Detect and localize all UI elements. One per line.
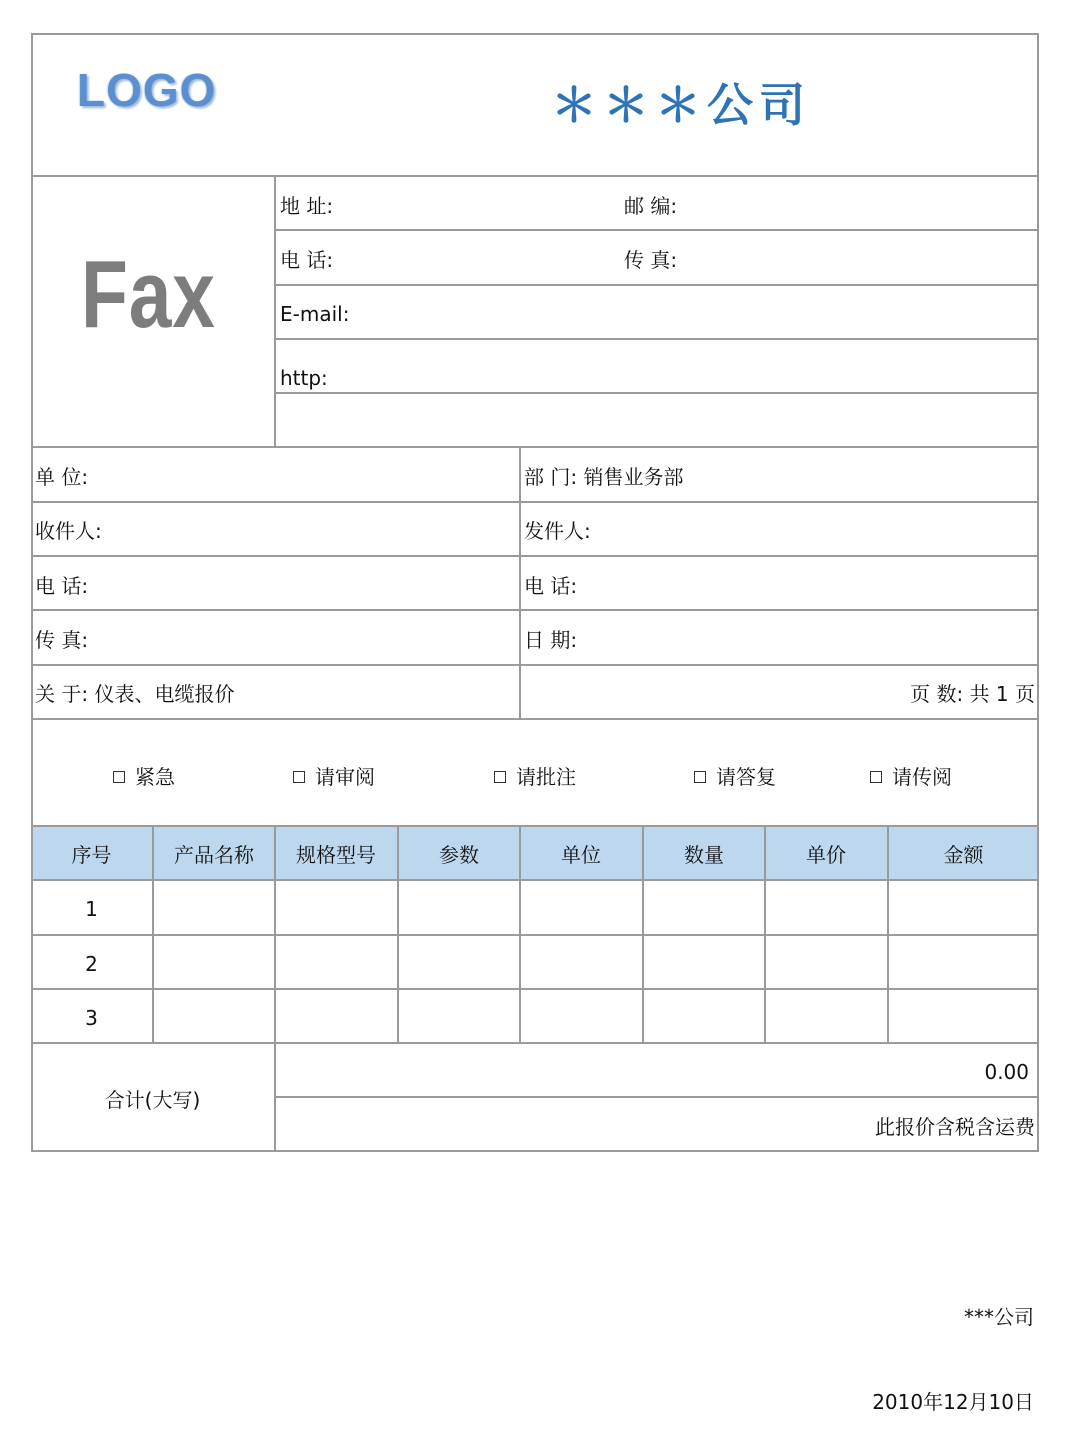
checkbox-icon: [694, 771, 706, 783]
divider: [274, 825, 276, 1152]
department-label: 部 门: 销售业务部: [524, 465, 684, 489]
divider: [31, 175, 1039, 177]
fax-form: [31, 33, 1039, 1152]
option-label: 紧急: [135, 765, 175, 789]
border-left: [31, 33, 33, 1152]
column-header: 数量: [684, 843, 724, 867]
divider: [31, 501, 1039, 503]
option-review[interactable]: [293, 765, 375, 789]
divider: [274, 175, 276, 447]
column-header: 产品名称: [174, 843, 254, 867]
page-count: 页 数: 共 1 页: [910, 682, 1035, 706]
sender-label: 发件人:: [524, 519, 591, 543]
divider: [31, 446, 1039, 448]
postcode-label: 邮 编:: [624, 194, 678, 218]
divider: [31, 664, 1039, 666]
column-header: 单位: [561, 843, 601, 867]
option-annotate[interactable]: [494, 765, 576, 789]
option-label: 请答复: [716, 765, 776, 789]
column-header: 参数: [439, 843, 479, 867]
price-note: 此报价含税含运费: [875, 1115, 1035, 1139]
option-label: 请传阅: [892, 765, 952, 789]
checkbox-icon: [113, 771, 125, 783]
divider: [31, 609, 1039, 611]
recipient-fax-label: 传 真:: [35, 628, 89, 652]
recipient-phone-label: 电 话:: [35, 574, 89, 598]
divider: [31, 718, 1039, 720]
divider: [31, 555, 1039, 557]
row-number: 1: [85, 897, 98, 921]
about-label: 关 于: 仪表、电缆报价: [35, 682, 235, 706]
email-label: E-mail:: [280, 302, 350, 326]
divider: [275, 1096, 1039, 1098]
option-urgent[interactable]: [113, 765, 175, 789]
footer-date: 2010年12月10日: [872, 1390, 1034, 1414]
sender-phone-label: 电 话:: [524, 574, 578, 598]
column-header: 金额: [943, 843, 984, 867]
checkbox-icon: [870, 771, 882, 783]
column-header: 序号: [71, 843, 112, 867]
divider: [519, 446, 521, 719]
row-number: 3: [85, 1006, 98, 1030]
divider: [275, 338, 1039, 340]
footer-company: ***公司: [964, 1305, 1034, 1329]
unit-label: 单 位:: [35, 465, 89, 489]
recipient-label: 收件人:: [35, 519, 102, 543]
option-circulate[interactable]: [870, 765, 952, 789]
total-label: 合计(大写): [104, 1088, 201, 1112]
border-top: [31, 33, 1039, 35]
phone-label: 电 话:: [280, 248, 334, 272]
fax-label: Fax: [81, 241, 216, 348]
column-header: 规格型号: [296, 843, 376, 867]
border-bottom: [31, 1150, 1039, 1152]
column-header: 单价: [806, 843, 846, 867]
total-amount: 0.00: [984, 1060, 1029, 1084]
row-number: 2: [85, 952, 98, 976]
divider: [275, 392, 1039, 394]
http-label: http:: [280, 366, 328, 390]
option-label: 请审阅: [315, 765, 375, 789]
date-label: 日 期:: [524, 628, 578, 652]
divider: [275, 229, 1039, 231]
checkbox-icon: [494, 771, 506, 783]
address-label: 地 址:: [280, 194, 334, 218]
company-logo: LOGO: [77, 64, 217, 116]
divider: [275, 284, 1039, 286]
option-label: 请批注: [516, 765, 576, 789]
fax-number-label: 传 真:: [624, 248, 678, 272]
border-right: [1037, 33, 1039, 1152]
option-reply[interactable]: [694, 765, 776, 789]
company-title: ＊＊＊公司: [551, 78, 811, 132]
checkbox-icon: [293, 771, 305, 783]
